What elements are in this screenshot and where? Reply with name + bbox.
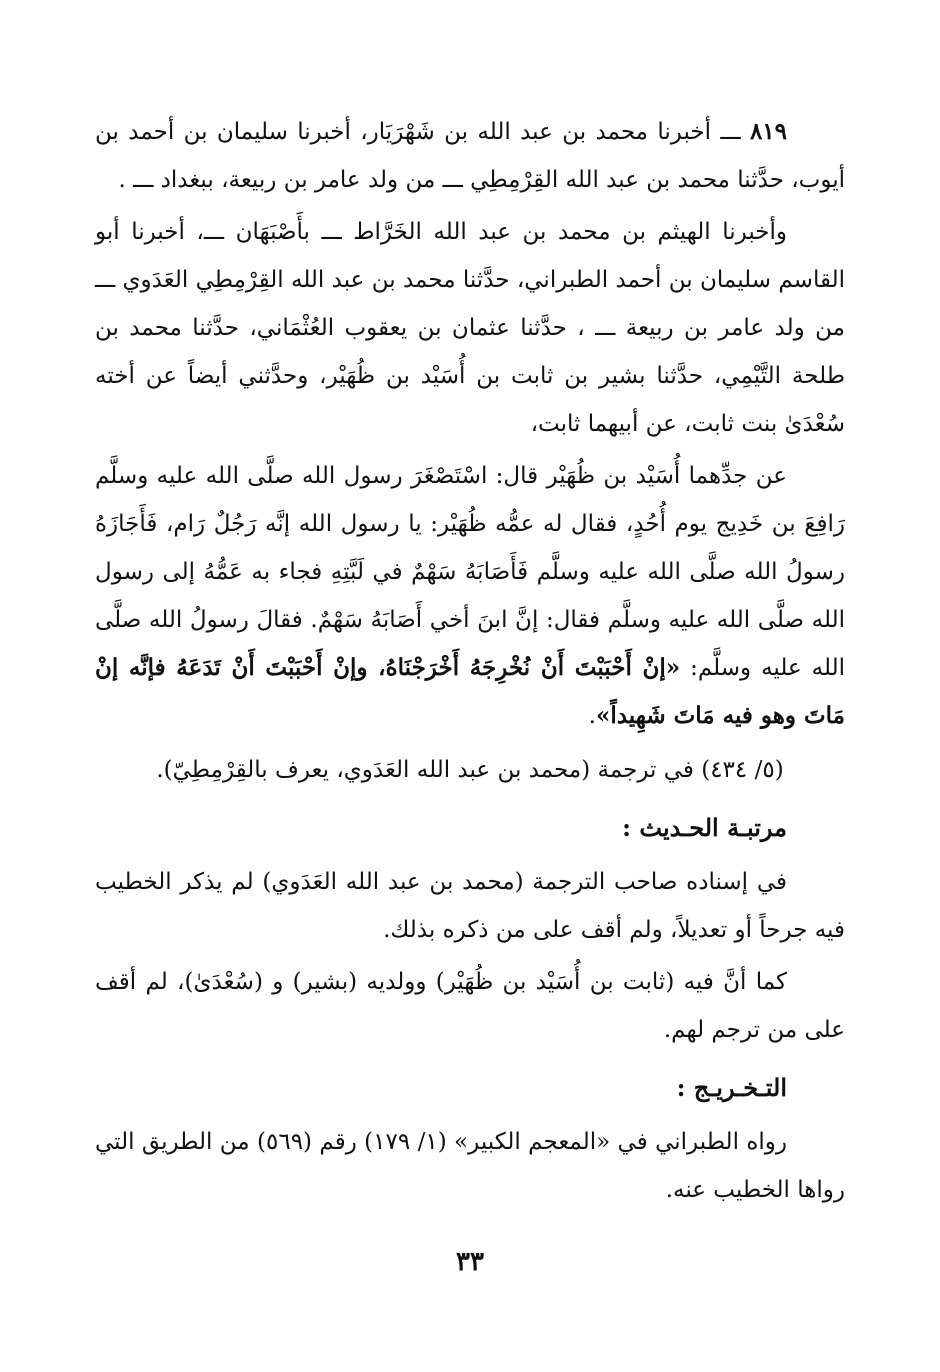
hadith-matn [95, 452, 845, 740]
source-reference: (٥/ ٤٣٤) في ترجمة (محمد بن عبد الله العَدَوي، يعرف بالقِرْمِطِيّ). [156, 757, 784, 783]
hadith-number: ٨١٩ [749, 118, 787, 145]
takhrij-paragraph-1: رواه الطبراني في «المعجم الكبير» (١/ ١٧٩) رقم (٥٦٩) من الطريق التي رواها الخطيب عنه. [95, 1129, 845, 1203]
section-heading-takhrij: التـخـريـج : [676, 1073, 787, 1102]
page-number: ٣٣ [456, 1247, 484, 1277]
section-heading-grading: مرتبـة الحـديث : [622, 813, 787, 842]
matn-quote: «إنْ أَحْبَبْتَ أَنْ نُخْرِجَهُ أَخْرَجْنَاهُ، وإنْ أَحْبَبْتَ أَنْ تَدَعَهُ فإنَّه إنْ مَاتَ وهو فيه مَاتَ شَهِيداً» [95, 654, 845, 729]
hadith-isnad-1 [95, 108, 845, 204]
grading-paragraph-1: في إسناده صاحب الترجمة (محمد بن عبد الله العَدَوي) لم يذكر الخطيب فيه جرحاً أو تعديلاً، ولم أقف على من ذكره بذلك. [95, 869, 845, 943]
grading-paragraph-2: كما أنَّ فيه (ثابت بن أُسَيْد بن ظُهَيْر) وولديه (بشير) و (سُعْدَىٰ)، لم أقف على من ترجم لهم. [95, 969, 845, 1043]
matn-end: . [588, 703, 596, 729]
isnad-text-1: ـــ أخبرنا محمد بن عبد الله بن شَهْرَيَار، أخبرنا سليمان بن أحمد بن أيوب، حدَّثنا محمد بن عبد الله القِرْمِطِي ـــ من ولد عامر بن ربيعة، ببغداد ـــ . [95, 119, 845, 193]
matn-intro: عن جدِّهما أُسَيْد بن ظُهَيْر قال: اسْتَصْغَرَ رسول الله صلَّى الله عليه وسلَّم رَافِعَ بن خَدِيج يوم أُحُدٍ، فقال له عمُّه ظُهَيْر: يا رسول الله إنَّه رَجُلٌ رَام، فَأَجَازَهُ رسولُ الله صلَّى الله عليه وسلَّم فَأَصَابَهُ سَهْمٌ في لَبَّتِهِ فجاء به عَمُّهُ إلى رسول الله صلَّى الله عليه وسلَّم فقال: إنَّ ابنَ أخي أَصَابَهُ سَهْمٌ. فقالَ رسولُ الله صلَّى الله عليه وسلَّم: [95, 463, 846, 681]
hadith-isnad-2: وأخبرنا الهيثم بن محمد بن عبد الله الخَرَّاط ـــ بأَصْبَهَان ـــ، أخبرنا أبو القاسم سليمان بن أحمد الطبراني، حدَّثنا محمد بن عبد الله القِرْمِطِي العَدَوي ـــ من ولد عامر بن ربيعة ـــ ، حدَّثنا عثمان بن يعقوب العُثْمَاني، حدَّثنا محمد بن طلحة التَّيْمِي، حدَّثنا بشير بن ثابت بن أُسَيْد بن ظُهَيْر، وحدَّثني أيضاً عن أخته سُعْدَىٰ بنت ثابت، عن أبيهما ثابت، [95, 219, 845, 437]
page-body [95, 108, 845, 1218]
